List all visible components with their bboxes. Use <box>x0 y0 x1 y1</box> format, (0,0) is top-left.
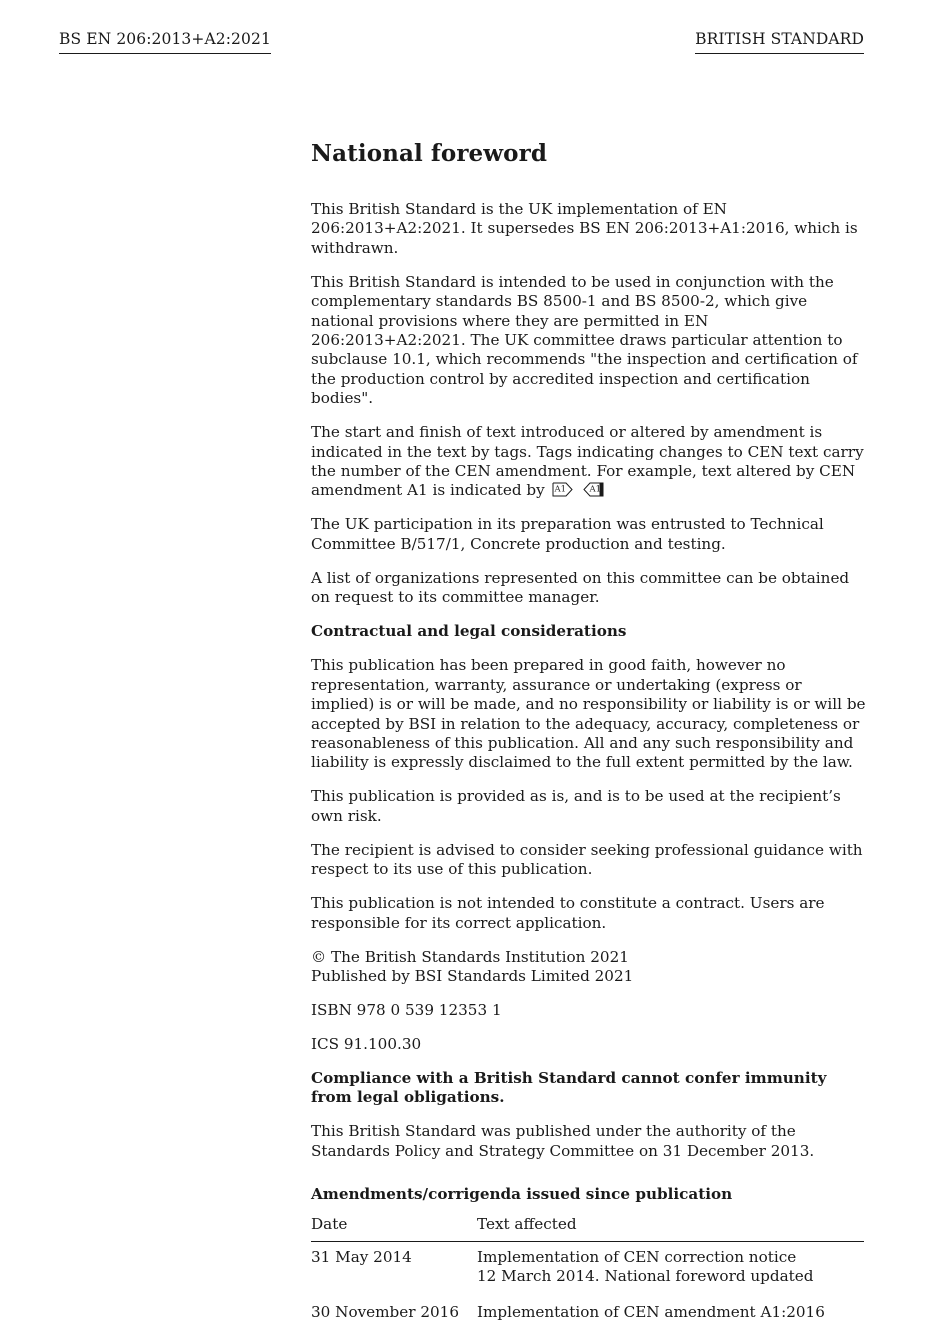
amendment-text-line: Implementation of CEN correction notice <box>477 1247 797 1266</box>
page-title: National foreword <box>311 140 548 167</box>
column-header-text-affected: Text affected <box>477 1209 864 1242</box>
table-row <box>311 1303 864 1322</box>
amendment-tags-text: The start and finish of text introduced or altered by amendment is indicated in the text by tags. Tags indicating changes to CEN text carry the number of the CEN amendment. For example, text altered by CEN amendment A1 is indicated by <box>311 423 864 500</box>
amendment-end-tag-icon <box>582 482 604 497</box>
column-header-date: Date <box>311 1209 477 1242</box>
ics-code: ICS 91.100.30 <box>311 1034 422 1053</box>
copyright-block <box>311 948 867 987</box>
header-doc-type: BRITISH STANDARD <box>695 30 864 54</box>
paragraph-professional-guidance: The recipient is advised to consider seeking professional guidance with respect to its use of this publication. <box>311 840 863 879</box>
paragraph-good-faith: This publication has been prepared in good faith, however no representation, warranty, assurance or undertaking (express or implied) is or will be made, and no responsibility or liability is or will be accepted by BSI in relation to the adequacy, accuracy, completeness or reasonableness of this publication. All and any such responsibility and liability is expressly disclaimed to the full extent permitted by the law. <box>311 656 866 772</box>
amendments-title: Amendments/corrigenda issued since publication <box>311 1185 733 1204</box>
amendments-header-row <box>311 1209 864 1242</box>
paragraph-committee: The UK participation in its preparation was entrusted to Technical Committee B/517/1, Concrete production and testing. <box>311 515 824 553</box>
paragraph-complementary-standards: This British Standard is intended to be used in conjunction with the complementary standards BS 8500-1 and BS 8500-2, which give national provisions where they are permitted in EN 206:2013+A2:2021. The UK committee draws particular attention to subclause 10.1, which recommends "the inspection and certification of the production control by accredited inspection and certification bodies". <box>311 272 858 408</box>
header-doc-code: BS EN 206:2013+A2:2021 <box>59 30 271 54</box>
heading-contractual-legal: Contractual and legal considerations <box>311 622 627 641</box>
paragraph-publication-authority: This British Standard was published under the authority of the Standards Policy and Strategy Committee on 31 December 2013. <box>311 1122 815 1160</box>
compliance-notice: Compliance with a British Standard cannot confer immunity from legal obligations. <box>311 1068 827 1107</box>
amendment-text <box>477 1241 864 1302</box>
table-row <box>311 1241 864 1302</box>
amendment-date: 31 May 2014 <box>311 1247 412 1266</box>
amendments-table <box>311 1209 864 1323</box>
paragraph-not-contract: This publication is not intended to constitute a contract. Users are responsible for its correct application. <box>311 894 825 932</box>
paragraph-amendment-tags <box>311 423 867 501</box>
published-by-line: Published by BSI Standards Limited 2021 <box>311 966 634 985</box>
copyright-line: © The British Standards Institution 2021 <box>311 947 629 966</box>
amendment-start-tag-icon <box>552 482 574 497</box>
amendment-text-line: 12 March 2014. National foreword updated <box>477 1267 814 1286</box>
tag-start-label: A1 <box>554 484 566 495</box>
amendment-date: 30 November 2016 <box>311 1302 460 1321</box>
paragraph-organizations: A list of organizations represented on this committee can be obtained on request to its committee manager. <box>311 568 850 607</box>
paragraph-own-risk: This publication is provided as is, and is to be used at the recipient’s own risk. <box>311 787 841 825</box>
tag-end-label: A1 <box>589 484 602 495</box>
isbn: ISBN 978 0 539 12353 1 <box>311 1000 502 1019</box>
foreword-body <box>311 140 867 1322</box>
amendment-text: Implementation of CEN amendment A1:2016 <box>477 1302 825 1321</box>
paragraph-implementation: This British Standard is the UK implementation of EN 206:2013+A2:2021. It supersedes BS EN 206:2013+A1:2016, which is withdrawn. <box>311 200 858 257</box>
